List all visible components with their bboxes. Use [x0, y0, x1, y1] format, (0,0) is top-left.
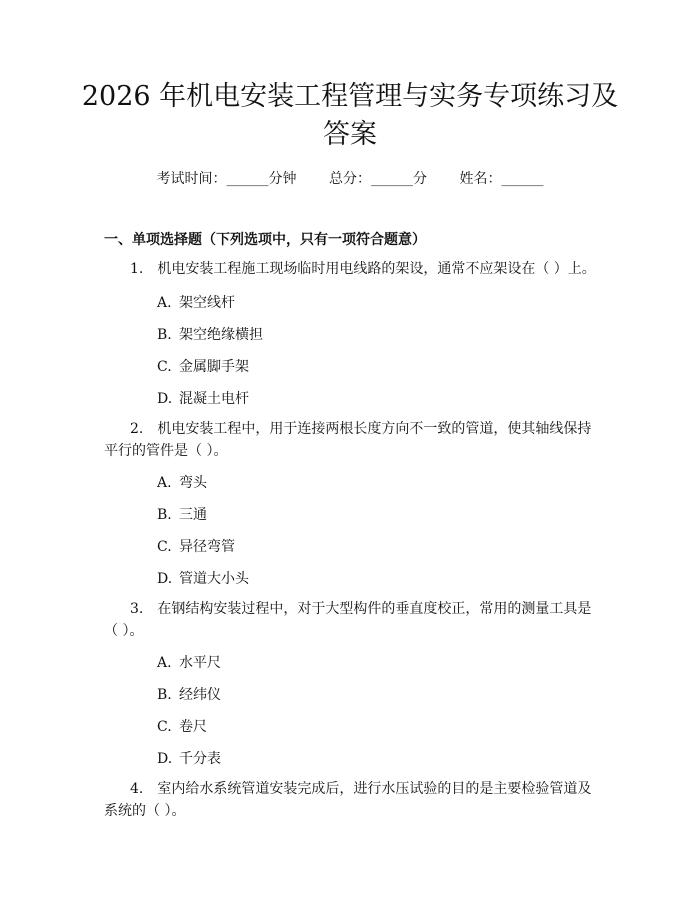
question-1: 1. 机电安装工程施工现场临时用电线路的架设，通常不应架设在（ ）上。	[130, 261, 596, 277]
question-2: 2. 机电安装工程中，用于连接两根长度方向不一致的管道，使其轴线保持平行的管件是（ ）。	[104, 421, 592, 459]
question-3: 3. 在钢结构安装过程中，对于大型构件的垂直度校正，常用的测量工具是（ ）。	[104, 601, 592, 639]
option-text: 异径弯管	[179, 539, 235, 555]
option-letter: D.	[157, 391, 173, 407]
question-2-option-d	[157, 568, 249, 588]
option-letter: B.	[157, 327, 172, 343]
question-2-option-a	[157, 472, 207, 492]
option-letter: C.	[157, 539, 172, 555]
question-1-option-a	[157, 292, 235, 312]
option-letter: C.	[157, 359, 172, 375]
option-letter: D.	[157, 751, 173, 767]
option-text: 三通	[179, 507, 207, 523]
option-letter: A.	[157, 295, 172, 311]
option-text: 管道大小头	[179, 571, 249, 587]
option-letter: A.	[157, 655, 172, 671]
question-1-option-c	[157, 356, 249, 376]
question-1-option-b	[157, 324, 263, 344]
option-text: 水平尺	[179, 655, 221, 671]
option-text: 金属脚手架	[179, 359, 249, 375]
question-3-option-b	[157, 684, 221, 704]
question-1-option-d	[157, 388, 249, 408]
section-heading: 一、单项选择题（下列选项中，只有一项符合题意）	[104, 232, 426, 248]
exam-time: 考试时间：______分钟	[156, 171, 297, 187]
question-2-option-b	[157, 504, 207, 524]
option-letter: B.	[157, 507, 172, 523]
question-3-option-c	[157, 716, 207, 736]
option-letter: C.	[157, 719, 172, 735]
title-line-2: 答案	[323, 119, 377, 150]
question-3-option-d	[157, 748, 221, 768]
exam-meta	[0, 168, 700, 188]
question-3-option-a	[157, 652, 221, 672]
option-text: 经纬仪	[179, 687, 221, 703]
option-text: 弯头	[179, 475, 207, 491]
question-4: 4. 室内给水系统管道安装完成后，进行水压试验的目的是主要检验管道及系统的（ ）。	[104, 781, 592, 819]
option-letter: D.	[157, 571, 173, 587]
option-text: 混凝土电杆	[179, 391, 249, 407]
option-text: 架空线杆	[179, 295, 235, 311]
page-title	[60, 78, 640, 154]
title-line-1: 2026 年机电安装工程管理与实务专项练习及	[81, 81, 619, 112]
option-letter: A.	[157, 475, 172, 491]
exam-name: 姓名：______	[459, 171, 544, 187]
option-text: 卷尺	[179, 719, 207, 735]
option-text: 千分表	[179, 751, 221, 767]
option-letter: B.	[157, 687, 172, 703]
option-text: 架空绝缘横担	[179, 327, 263, 343]
question-2-option-c	[157, 536, 235, 556]
exam-score: 总分：______分	[329, 171, 427, 187]
